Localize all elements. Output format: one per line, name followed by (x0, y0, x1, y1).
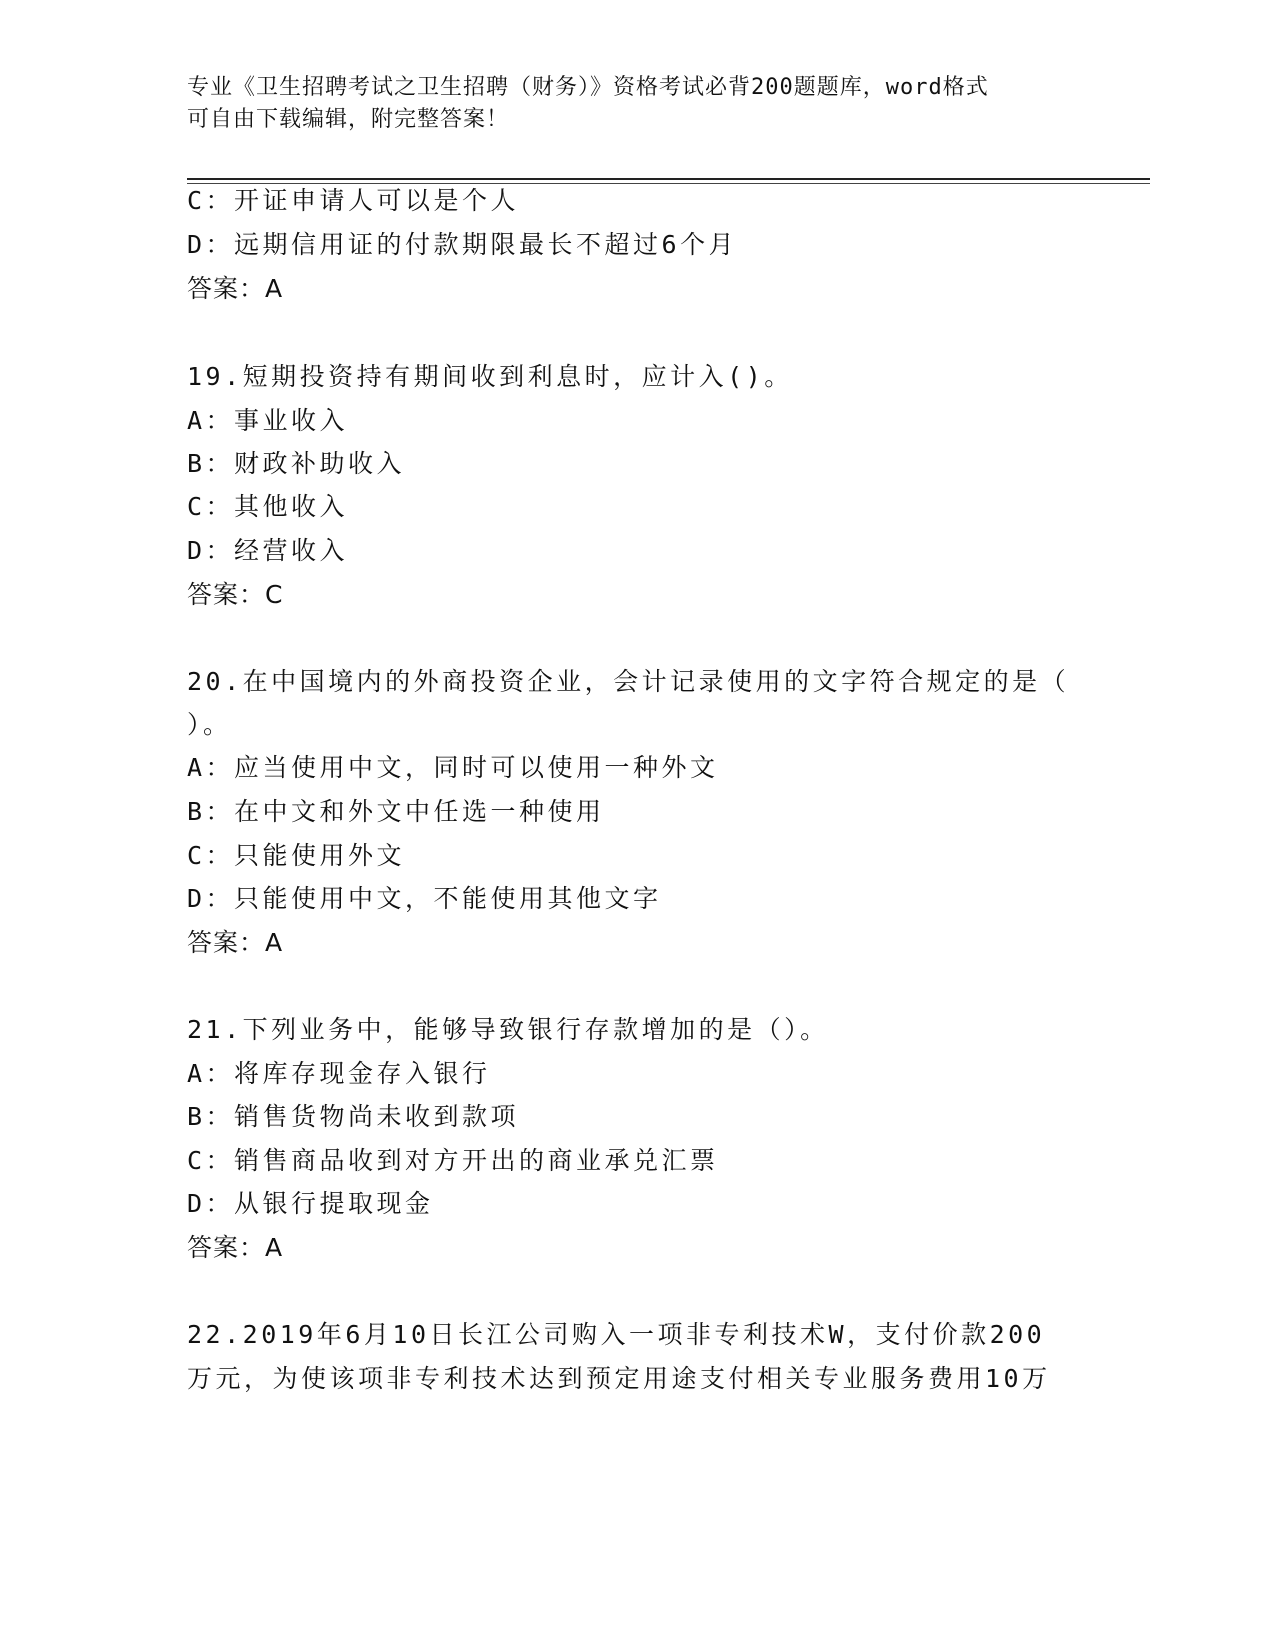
option-d-q20: D：只能使用中文，不能使用其他文字 (187, 884, 662, 913)
answer-q19: 答案：C (187, 580, 284, 609)
answer-q21: 答案：A (187, 1233, 284, 1262)
header-rule-thick (187, 178, 1150, 180)
answer-q20: 答案：A (187, 928, 284, 957)
option-a-q19: A：事业收入 (187, 406, 349, 435)
question-20: 20.在中国境内的外商投资企业，会计记录使用的文字符合规定的是（ (187, 667, 1070, 696)
answer-q18: 答案：A (187, 274, 284, 303)
option-a-q20: A：应当使用中文，同时可以使用一种外文 (187, 753, 719, 782)
question-20-cont: ）。 (187, 710, 232, 739)
option-d-q21: D：从银行提取现金 (187, 1189, 434, 1218)
option-c-q21: C：销售商品收到对方开出的商业承兑汇票 (187, 1146, 719, 1175)
document-header (187, 72, 1087, 136)
question-21: 21.下列业务中，能够导致银行存款增加的是（）。 (187, 1015, 829, 1044)
header-line-1: 专业《卫生招聘考试之卫生招聘（财务）》资格考试必背200题题库，word格式 (187, 75, 989, 100)
option-d-q19: D：经营收入 (187, 536, 349, 565)
option-c-q20: C：只能使用外文 (187, 841, 406, 870)
option-d-q18: D：远期信用证的付款期限最长不超过6个月 (187, 230, 738, 259)
question-22-cont: 万元，为使该项非专利技术达到预定用途支付相关专业服务费用10万 (187, 1364, 1051, 1393)
option-b-q20: B：在中文和外文中任选一种使用 (187, 797, 605, 826)
option-b-q19: B：财政补助收入 (187, 449, 406, 478)
option-b-q21: B：销售货物尚未收到款项 (187, 1102, 520, 1131)
question-22: 22.2019年6月10日长江公司购入一项非专利技术W，支付价款200 (187, 1320, 1046, 1349)
option-c-q18: C：开证申请人可以是个人 (187, 186, 520, 215)
option-a-q21: A：将库存现金存入银行 (187, 1059, 491, 1088)
option-c-q19: C：其他收入 (187, 492, 349, 521)
question-19: 19.短期投资持有期间收到利息时，应计入()。 (187, 362, 793, 391)
header-line-2: 可自由下载编辑，附完整答案！ (187, 107, 510, 132)
